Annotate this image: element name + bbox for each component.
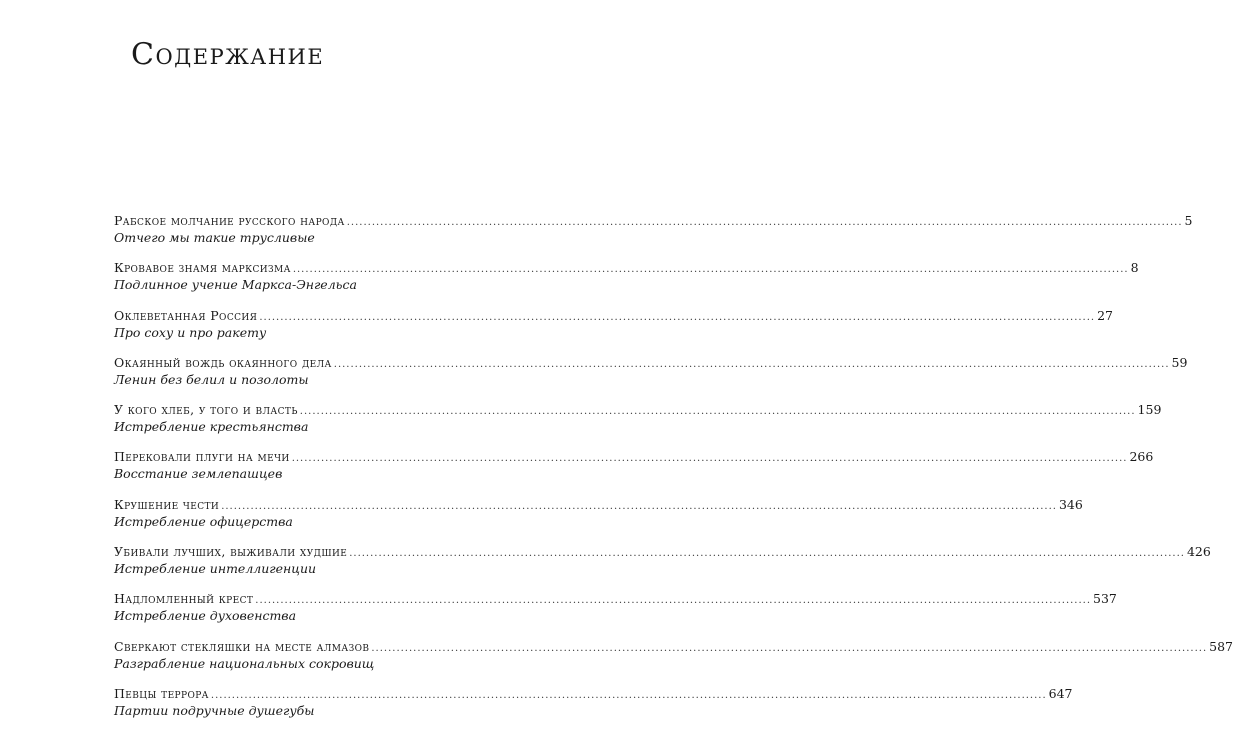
chapter-title: Окаянный вождь окаянного дела (114, 354, 332, 370)
toc-entry-line (114, 401, 1162, 418)
toc-entry-line (114, 590, 1117, 607)
chapter-title: Убивали лучших, выживали худшие (114, 544, 348, 560)
chapter-title: Перековали плуги на мечи (114, 449, 290, 465)
dot-leader: ........................................................................................................................................................................................................ (255, 595, 1092, 607)
toc-entry (114, 307, 1113, 354)
chapter-subtitle: Подлинное учение Маркса-Энгельса (114, 277, 357, 293)
toc-entry (114, 496, 1083, 543)
page-number: 8 (1130, 260, 1139, 276)
toc-entry (114, 590, 1117, 637)
chapter-title: Оклеветанная Россия (114, 307, 258, 323)
toc-entry (114, 638, 1233, 685)
chapter-subtitle: Ленин без белил и позолоты (114, 371, 309, 387)
chapter-title: Кровавое знамя марксизма (114, 260, 291, 276)
page-number: 537 (1093, 591, 1117, 607)
chapter-title: Сверкают стекляшки на месте алмазов (114, 638, 370, 654)
toc-entry (114, 212, 1193, 259)
toc-entry (114, 259, 1139, 306)
table-of-contents (114, 212, 1233, 732)
chapter-subtitle: Истребление офицерства (114, 513, 293, 529)
toc-entry-line (114, 638, 1233, 655)
toc-entry-line (114, 212, 1193, 229)
dot-leader: ........................................................................................................................................................................................................ (221, 500, 1057, 512)
toc-entry (114, 401, 1162, 448)
dot-leader: ........................................................................................................................................................................................................ (299, 406, 1136, 418)
toc-entry-line (114, 496, 1083, 513)
page-number: 346 (1058, 496, 1083, 512)
toc-entry-line (114, 354, 1188, 371)
chapter-subtitle: Истребление интеллигенции (114, 561, 317, 577)
dot-leader: ........................................................................................................................................................................................................ (291, 453, 1128, 465)
page-number: 5 (1184, 213, 1193, 228)
toc-entry-line (114, 259, 1139, 276)
page-number: 27 (1097, 307, 1113, 323)
page-number: 426 (1186, 544, 1211, 560)
chapter-subtitle: Про соху и про ракету (114, 324, 267, 340)
chapter-subtitle: Восстание землепашцев (114, 466, 283, 482)
chapter-title: Крушение чести (114, 496, 220, 512)
dot-leader: ........................................................................................................................................................................................................ (292, 264, 1129, 276)
toc-entry-line (114, 685, 1073, 702)
dot-leader: ........................................................................................................................................................................................................ (371, 642, 1208, 654)
page-number: 159 (1137, 402, 1162, 418)
dot-leader: ........................................................................................................................................................................................................ (346, 217, 1183, 228)
toc-entry (114, 354, 1188, 401)
chapter-title: Певцы террора (114, 685, 209, 701)
dot-leader: ........................................................................................................................................................................................................ (259, 311, 1096, 323)
page-number: 266 (1129, 449, 1154, 465)
chapter-title: Надломленный крест (114, 591, 254, 607)
chapter-subtitle: Истребление духовенства (114, 608, 297, 624)
toc-entry (114, 448, 1154, 495)
chapter-title: У кого хлеб, у того и власть (114, 402, 298, 418)
dot-leader: ........................................................................................................................................................................................................ (210, 689, 1047, 701)
chapter-title: Рабское молчание русского народа (114, 213, 345, 228)
page-number: 59 (1171, 354, 1188, 370)
chapter-subtitle: Партии подручные душегубы (114, 702, 315, 718)
toc-entry (114, 543, 1211, 590)
chapter-subtitle: Истребление крестьянства (114, 419, 309, 435)
chapter-subtitle: Отчего мы такие трусливые (114, 230, 315, 245)
page-title: Содержание (131, 37, 325, 72)
toc-entry (114, 685, 1073, 732)
toc-entry-line (114, 448, 1154, 465)
chapter-subtitle: Разграбление национальных сокровищ (114, 655, 375, 671)
dot-leader: ........................................................................................................................................................................................................ (333, 358, 1170, 370)
page-number: 647 (1048, 685, 1073, 701)
page-number: 587 (1209, 638, 1233, 654)
toc-entry-line (114, 307, 1113, 324)
dot-leader: ........................................................................................................................................................................................................ (349, 548, 1185, 560)
toc-entry-line (114, 543, 1211, 560)
